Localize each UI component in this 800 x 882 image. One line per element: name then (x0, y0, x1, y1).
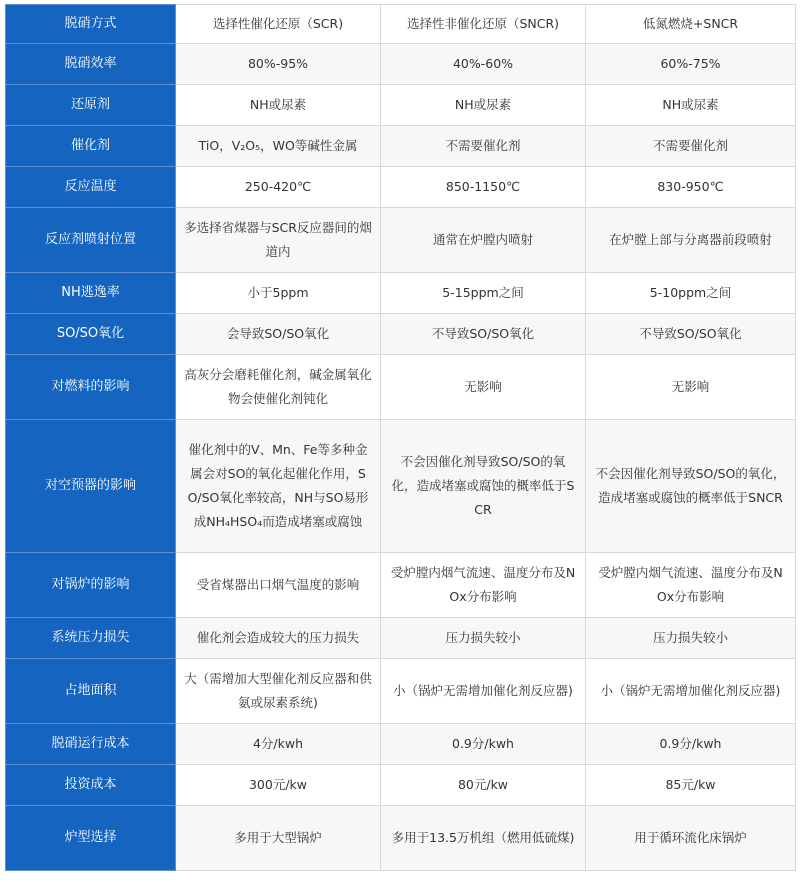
sncr-cell: 受炉膛内烟气流速、温度分布及NOx分布影响 (381, 553, 586, 618)
sncr-cell: 40%-60% (381, 44, 586, 85)
sncr-cell: 压力损失较小 (381, 618, 586, 659)
comparison-table (5, 4, 796, 871)
row-header: 对锅炉的影响 (6, 553, 176, 618)
scr-cell: 4分/kwh (176, 724, 381, 765)
sncr-cell: 小（锅炉无需增加催化剂反应器) (381, 659, 586, 724)
sncr-cell: 通常在炉膛内喷射 (381, 208, 586, 273)
sncr-cell: 不会因催化剂导致SO/SO的氧化，造成堵塞或腐蚀的概率低于SCR (381, 420, 586, 553)
table-row (6, 126, 796, 167)
lnb-sncr-cell: 不导致SO/SO氧化 (586, 314, 796, 355)
table-row (6, 208, 796, 273)
row-header: NH逃逸率 (6, 273, 176, 314)
row-header: 反应剂喷射位置 (6, 208, 176, 273)
lnb-sncr-cell: 低氮燃烧+SNCR (586, 5, 796, 44)
row-header: 脱硝方式 (6, 5, 176, 44)
scr-cell: 催化剂中的V、Mn、Fe等多种金属会对SO的氧化起催化作用，SO/SO氧化率较高，NH与SO易形成NH₄HSO₄而造成堵塞或腐蚀 (176, 420, 381, 553)
table-row (6, 420, 796, 553)
table-row (6, 167, 796, 208)
lnb-sncr-cell: 用于循环流化床锅炉 (586, 806, 796, 871)
table-row (6, 806, 796, 871)
lnb-sncr-cell: 受炉膛内烟气流速、温度分布及NOx分布影响 (586, 553, 796, 618)
row-header: 炉型选择 (6, 806, 176, 871)
row-header: 系统压力损失 (6, 618, 176, 659)
scr-cell: 高灰分会磨耗催化剂，碱金属氧化物会使催化剂钝化 (176, 355, 381, 420)
row-header: 脱硝运行成本 (6, 724, 176, 765)
lnb-sncr-cell: 60%-75% (586, 44, 796, 85)
table-row (6, 724, 796, 765)
sncr-cell: NH或尿素 (381, 85, 586, 126)
row-header: 对燃料的影响 (6, 355, 176, 420)
row-header: 脱硝效率 (6, 44, 176, 85)
row-header: SO/SO氧化 (6, 314, 176, 355)
scr-cell: 300元/kw (176, 765, 381, 806)
lnb-sncr-cell: 不会因催化剂导致SO/SO的氧化，造成堵塞或腐蚀的概率低于SNCR (586, 420, 796, 553)
lnb-sncr-cell: 压力损失较小 (586, 618, 796, 659)
table-body (6, 5, 796, 871)
table-row (6, 355, 796, 420)
lnb-sncr-cell: 无影响 (586, 355, 796, 420)
scr-cell: NH或尿素 (176, 85, 381, 126)
scr-cell: 会导致SO/SO氧化 (176, 314, 381, 355)
scr-cell: 250-420℃ (176, 167, 381, 208)
scr-cell: 多选择省煤器与SCR反应器间的烟道内 (176, 208, 381, 273)
table-row (6, 273, 796, 314)
sncr-cell: 选择性非催化还原（SNCR) (381, 5, 586, 44)
lnb-sncr-cell: 不需要催化剂 (586, 126, 796, 167)
scr-cell: 多用于大型锅炉 (176, 806, 381, 871)
table-row (6, 44, 796, 85)
scr-cell: 受省煤器出口烟气温度的影响 (176, 553, 381, 618)
sncr-cell: 850-1150℃ (381, 167, 586, 208)
lnb-sncr-cell: 在炉膛上部与分离器前段喷射 (586, 208, 796, 273)
sncr-cell: 不导致SO/SO氧化 (381, 314, 586, 355)
scr-cell: 小于5ppm (176, 273, 381, 314)
lnb-sncr-cell: 0.9分/kwh (586, 724, 796, 765)
table-row (6, 618, 796, 659)
scr-cell: 大（需增加大型催化剂反应器和供氨或尿素系统) (176, 659, 381, 724)
scr-cell: 80%-95% (176, 44, 381, 85)
table-row (6, 5, 796, 44)
table-row (6, 553, 796, 618)
row-header: 占地面积 (6, 659, 176, 724)
sncr-cell: 0.9分/kwh (381, 724, 586, 765)
scr-cell: 选择性催化还原（SCR) (176, 5, 381, 44)
lnb-sncr-cell: 5-10ppm之间 (586, 273, 796, 314)
row-header: 催化剂 (6, 126, 176, 167)
sncr-cell: 5-15ppm之间 (381, 273, 586, 314)
table-row (6, 659, 796, 724)
table-row (6, 765, 796, 806)
row-header: 对空预器的影响 (6, 420, 176, 553)
lnb-sncr-cell: 830-950℃ (586, 167, 796, 208)
sncr-cell: 80元/kw (381, 765, 586, 806)
scr-cell: 催化剂会造成较大的压力损失 (176, 618, 381, 659)
scr-cell: TiO，V₂O₅，WO等碱性金属 (176, 126, 381, 167)
sncr-cell: 不需要催化剂 (381, 126, 586, 167)
table-row (6, 314, 796, 355)
row-header: 还原剂 (6, 85, 176, 126)
lnb-sncr-cell: NH或尿素 (586, 85, 796, 126)
sncr-cell: 无影响 (381, 355, 586, 420)
table-row (6, 85, 796, 126)
lnb-sncr-cell: 小（锅炉无需增加催化剂反应器) (586, 659, 796, 724)
row-header: 投资成本 (6, 765, 176, 806)
sncr-cell: 多用于13.5万机组（燃用低硫煤) (381, 806, 586, 871)
lnb-sncr-cell: 85元/kw (586, 765, 796, 806)
row-header: 反应温度 (6, 167, 176, 208)
